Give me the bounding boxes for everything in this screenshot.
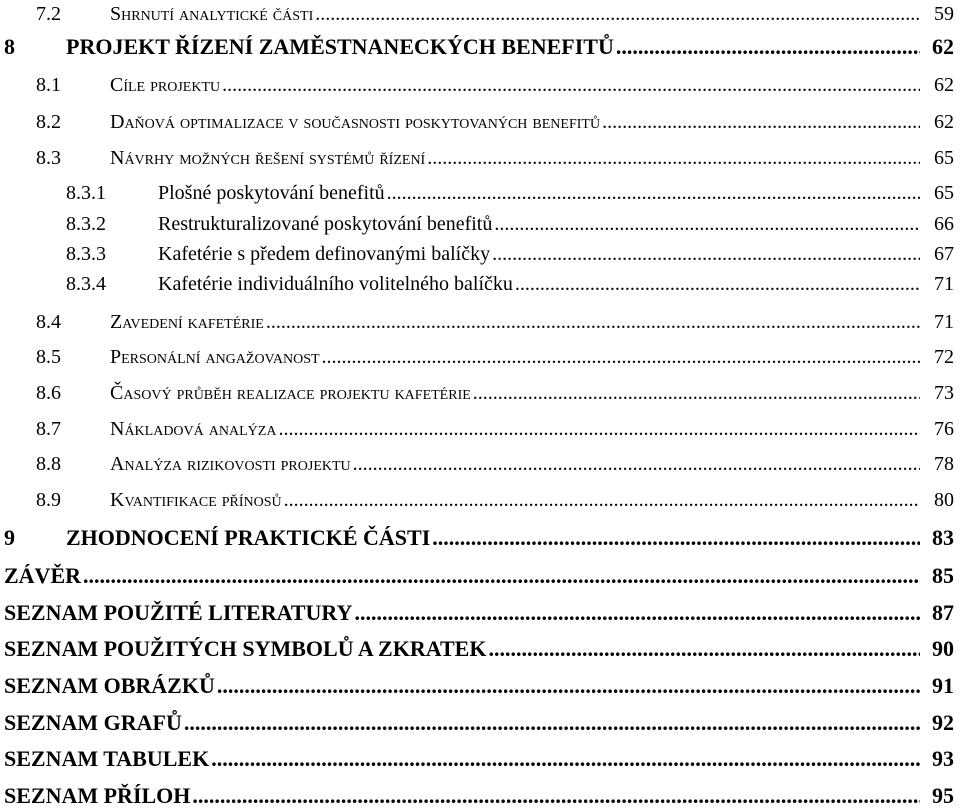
leader-dots — [515, 268, 920, 300]
toc-entry[interactable] — [0, 208, 960, 240]
toc-entry-page: 62 — [932, 34, 954, 59]
toc-entry-page: 65 — [934, 182, 954, 204]
toc-entry[interactable] — [0, 448, 960, 480]
toc-entry[interactable] — [0, 413, 960, 445]
leader-dots — [354, 597, 920, 629]
toc-entry-title: Personální angažovanost — [110, 346, 320, 368]
leader-dots — [284, 484, 920, 516]
toc-entry[interactable] — [0, 522, 960, 554]
toc-entry[interactable] — [0, 268, 960, 300]
leader-dots — [432, 522, 920, 554]
toc-entry-page: 62 — [934, 74, 954, 96]
toc-entry-title: SEZNAM POUŽITÝCH SYMBOLŮ A ZKRATEK — [4, 636, 487, 661]
toc-entry-page: 76 — [934, 418, 954, 440]
toc-entry-page: 71 — [934, 311, 954, 333]
toc-entry[interactable] — [0, 31, 960, 63]
toc-entry-title: ZÁVĚR — [4, 563, 82, 588]
toc-entry-number: 8.3.4 — [66, 273, 106, 295]
leader-dots — [616, 31, 920, 63]
toc-entry-title: SEZNAM TABULEK — [4, 746, 210, 771]
toc-entry-number: 9 — [4, 525, 15, 550]
leader-dots — [353, 448, 920, 480]
toc-entry[interactable] — [0, 0, 960, 30]
leader-dots — [217, 670, 920, 702]
toc-entry[interactable] — [0, 633, 960, 665]
toc-entry[interactable] — [0, 69, 960, 101]
toc-entry-page: 92 — [932, 710, 954, 735]
leader-dots — [192, 780, 920, 812]
toc-entry-title: Analýza rizikovosti projektu — [110, 453, 351, 475]
toc-entry[interactable] — [0, 177, 960, 209]
toc-entry-page: 73 — [934, 382, 954, 404]
toc-entry-page: 93 — [932, 746, 954, 771]
toc-entry-number: 8.4 — [36, 311, 61, 333]
leader-dots — [278, 413, 920, 445]
toc-entry[interactable] — [0, 377, 960, 409]
leader-dots — [322, 341, 920, 373]
leader-dots — [427, 142, 920, 174]
toc-entry-page: 85 — [932, 563, 954, 588]
toc-entry-title: Kafetérie individuálního volitelného balíčku — [158, 273, 513, 295]
toc-entry-number: 8.8 — [36, 453, 61, 475]
toc-entry-number: 7.2 — [36, 3, 61, 25]
toc-entry-page: 83 — [932, 525, 954, 550]
toc-entry[interactable] — [0, 238, 960, 270]
toc-entry-page: 71 — [934, 273, 954, 295]
toc-entry[interactable] — [0, 780, 960, 812]
leader-dots — [488, 633, 920, 665]
toc-entry-title: Daňová optimalizace v současnosti poskytovaných benefitů — [110, 111, 601, 133]
toc-entry-number: 8.5 — [36, 346, 61, 368]
toc-entry-page: 67 — [934, 243, 954, 265]
toc-entry-page: 91 — [932, 673, 954, 698]
toc-entry-title: Nákladová analýza — [110, 418, 277, 440]
toc-entry[interactable] — [0, 306, 960, 338]
leader-dots — [83, 560, 920, 592]
toc-entry-page: 90 — [932, 636, 954, 661]
toc-entry-title: Kvantifikace přínosů — [110, 489, 282, 511]
toc-entry-title: SEZNAM GRAFŮ — [4, 710, 182, 735]
leader-dots — [387, 177, 920, 209]
leader-dots — [315, 0, 920, 30]
toc-entry-title: Návrhy možných řešení systémů řízení — [110, 147, 426, 169]
toc-entry-title: ZHODNOCENÍ PRAKTICKÉ ČÁSTI — [66, 525, 431, 550]
toc-entry-page: 62 — [934, 111, 954, 133]
toc-entry-page: 65 — [934, 147, 954, 169]
toc-entry-page: 95 — [932, 783, 954, 808]
toc-entry-title: Plošné poskytování benefitů — [158, 182, 385, 204]
toc-entry-page: 66 — [934, 213, 954, 235]
leader-dots — [222, 69, 920, 101]
leader-dots — [211, 743, 920, 775]
toc-entry[interactable] — [0, 341, 960, 373]
leader-dots — [266, 306, 920, 338]
toc-entry-number: 8 — [4, 34, 15, 59]
toc-entry[interactable] — [0, 743, 960, 775]
toc-entry-page: 87 — [932, 600, 954, 625]
toc-entry-title: PROJEKT ŘÍZENÍ ZAMĚSTNANECKÝCH BENEFITŮ — [66, 34, 614, 59]
toc-entry[interactable] — [0, 597, 960, 629]
toc-entry-number: 8.3.2 — [66, 213, 106, 235]
toc-entry-number: 8.3.3 — [66, 243, 106, 265]
toc-entry[interactable] — [0, 707, 960, 739]
toc-entry-title: Restrukturalizované poskytování benefitů — [158, 213, 493, 235]
toc-entry-number: 8.3 — [36, 147, 61, 169]
toc-entry[interactable] — [0, 670, 960, 702]
leader-dots — [492, 238, 920, 270]
leader-dots — [494, 208, 920, 240]
leader-dots — [602, 106, 920, 138]
toc-entry-title: SEZNAM POUŽITÉ LITERATURY — [4, 600, 353, 625]
toc-entry-title: Shrnutí analytické části — [110, 3, 314, 25]
toc-entry-title: Zavedení kafetérie — [110, 311, 264, 333]
toc-entry-number: 8.2 — [36, 111, 61, 133]
toc-entry-page: 78 — [934, 453, 954, 475]
toc-entry[interactable] — [0, 142, 960, 174]
toc-entry-title: Časový průběh realizace projektu kafetérie — [110, 382, 471, 404]
toc-entry-number: 8.6 — [36, 382, 61, 404]
toc-entry-title: SEZNAM OBRÁZKŮ — [4, 673, 215, 698]
toc-entry[interactable] — [0, 106, 960, 138]
toc-entry[interactable] — [0, 560, 960, 592]
toc-entry-number: 8.3.1 — [66, 182, 106, 204]
toc-entry-number: 8.9 — [36, 489, 61, 511]
toc-entry-title: SEZNAM PŘÍLOH — [4, 783, 191, 808]
leader-dots — [184, 707, 920, 739]
toc-entry-page: 59 — [934, 3, 954, 25]
toc-entry-number: 8.1 — [36, 74, 61, 96]
toc-entry-title: Kafetérie s předem definovanými balíčky — [158, 243, 491, 265]
toc-entry[interactable] — [0, 484, 960, 516]
toc-entry-page: 80 — [934, 489, 954, 511]
toc-entry-number: 8.7 — [36, 418, 61, 440]
toc-entry-title: Cíle projektu — [110, 74, 221, 96]
leader-dots — [473, 377, 920, 409]
toc-entry-page: 72 — [934, 346, 954, 368]
